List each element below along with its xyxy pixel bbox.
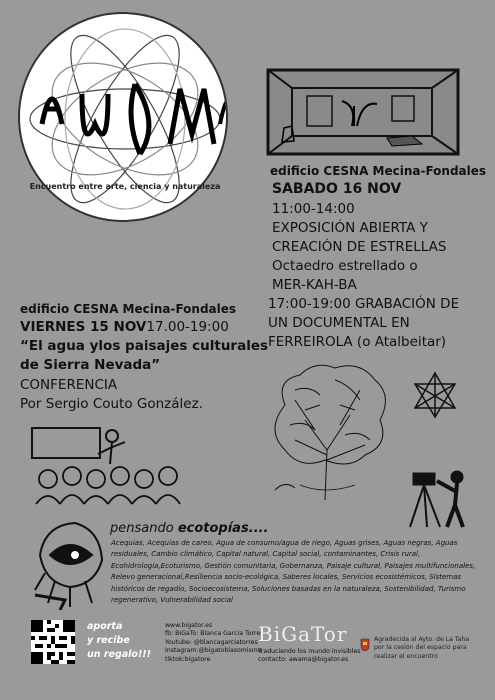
saturday-line-4: MER-KAH-BA <box>272 277 357 293</box>
thanks-line-3: realizar el encuentro <box>374 652 438 660</box>
conference-sketch <box>30 424 185 506</box>
saturday-time-1: 11:00-14:00 <box>272 201 355 217</box>
bigator-logo: BiGaTor <box>258 622 348 646</box>
fish-mask-sketch <box>30 515 110 610</box>
logo-tagline: Encuentro entre arte, ciencia y naturaleza <box>29 182 221 191</box>
saturday-line-7: FERREIROLA (o Atalbeitar) <box>268 334 447 350</box>
tree-sketch <box>265 360 395 505</box>
ecotopias-keywords: Acequias, Acequias de careo, Agua de consumo/agua de riego, Aguas grises, Aguas negras, Aguas residuales, Cambio climático, Capital natural, Capital social, contaminantes, Crisis rural, Ecohidrología,Ecoturismo, Gestión comunitaria, Gobernanza, Paisaje cultural, Paisajes multifuncionales, Relevo generacional,Resiliencia socio-ecológica, Saberes locales, Servicios ecosistémicos, Sistemas históricos de regadío, Socioecosistema, Soluciones basadas en la naturaleza, Sostenibilidad, Turismo regenerativo, Vulnerabilidad social <box>111 539 476 605</box>
saturday-line-5: 17:00-19:00 GRABACIÓN DE <box>268 296 460 312</box>
saturday-line-1: EXPOSICIÓN ABIERTA Y <box>272 220 428 236</box>
saturday-line-6: UN DOCUMENTAL EN <box>268 315 410 331</box>
friday-date: VIERNES 15 NOV <box>20 319 147 335</box>
friday-date-line <box>20 319 229 336</box>
friday-time: 17.00-19:00 <box>146 319 229 335</box>
aporta-message <box>87 620 151 662</box>
ecotopias-title-bold: ecotopías.... <box>177 521 269 536</box>
brand-slogan: Traduciendo los mundo invisibles <box>258 648 361 655</box>
instagram-link[interactable]: Instagram:@bigatoblasomismo <box>165 647 262 655</box>
thanks-line-2: por la cesión del espacio para <box>374 644 467 652</box>
aporta-line-1: aporta <box>87 621 123 632</box>
camera-tripod-sketch <box>405 465 480 530</box>
star-octahedron-icon <box>410 370 460 420</box>
tiktok-link[interactable]: tiktok:bigatore <box>165 655 211 663</box>
youtube-link[interactable]: Youtube: @blancagarciatorres <box>165 638 258 646</box>
brand-contact[interactable]: contacto: awama@bigator.es <box>258 656 349 664</box>
saturday-line-3: Octaedro estrellado o <box>272 258 418 274</box>
qr-code-icon[interactable] <box>31 620 75 664</box>
thanks-note <box>374 636 469 661</box>
facebook-link[interactable]: fb: BiGaTo: Blanca García Torres <box>165 630 264 638</box>
friday-speaker: Por Sergio Couto González. <box>20 396 203 412</box>
friday-venue: edificio CESNA Mecina-Fondales <box>20 302 237 316</box>
brand-info <box>258 648 360 665</box>
coat-of-arms-icon <box>360 637 370 651</box>
contact-links <box>165 622 263 664</box>
website-link[interactable]: www.bigator.es <box>165 622 213 629</box>
exhibition-room-sketch <box>262 66 462 158</box>
aporta-line-2: y recibe <box>87 635 130 646</box>
saturday-line-2: CREACIÓN DE ESTRELLAS <box>272 239 447 255</box>
friday-title-2: de Sierra Nevada” <box>20 357 161 373</box>
saturday-date: SABADO 16 NOV <box>272 181 402 197</box>
saturday-venue: edificio CESNA Mecina-Fondales <box>270 164 487 178</box>
thanks-line-1: Agradecida al Ayto. de La Taha <box>374 636 470 643</box>
ecotopias-title-plain: pensando <box>110 521 178 536</box>
friday-title-1: “El agua ylos paisajes culturales <box>20 338 269 354</box>
ecotopias-title <box>110 521 268 536</box>
aporta-line-3: un regalo!!! <box>87 649 151 660</box>
friday-type: CONFERENCIA <box>20 377 118 393</box>
